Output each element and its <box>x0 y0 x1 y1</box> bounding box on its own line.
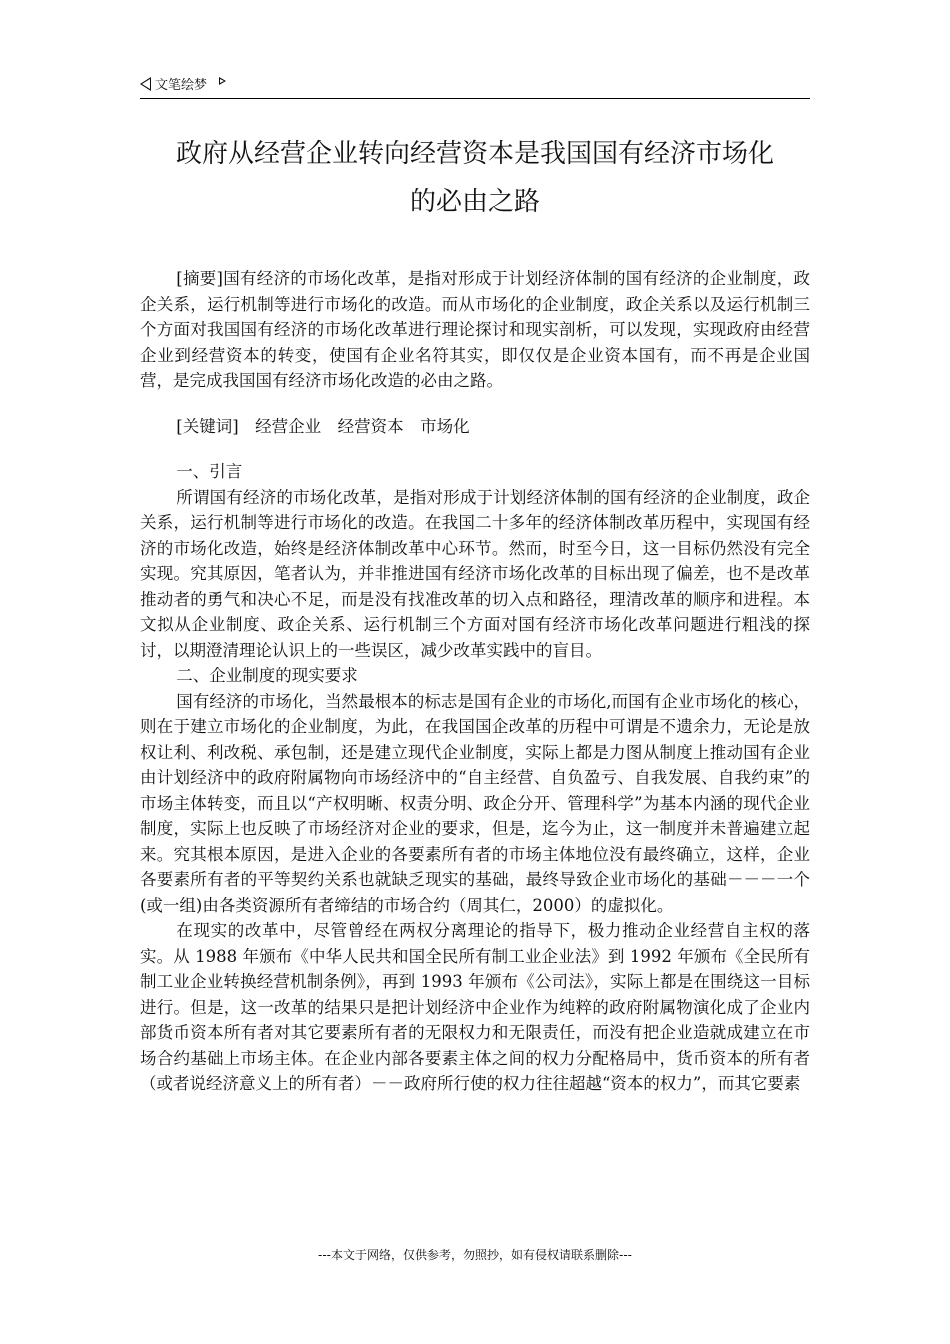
page-header <box>140 72 810 99</box>
triangle-right-icon <box>219 77 226 85</box>
page-title <box>140 130 810 226</box>
abstract: [摘要]国有经济的市场化改革，是指对形成于计划经济体制的国有经济的企业制度，政企关系，运行机制等进行市场化的改造。而从市场化的企业制度，政企关系以及运行机制三个方面对我国国有经济的市场化改革进行理论探讨和现实剖析，可以发现，实现政府由经营企业到经营资本的转变，使国有企业名符其实，即仅仅是企业资本国有，而不再是企业国营，是完成我国国有经济市场化改造的必由之路。 <box>140 269 810 390</box>
title-line-1: 政府从经营企业转向经营资本是我国国有经济市场化 <box>175 139 774 169</box>
section-heading-enterprise-system: 二、企业制度的现实要求 <box>176 666 358 685</box>
paragraph-intro: 所谓国有经济的市场化改革，是指对形成于计划经济体制的国有经济的企业制度，政企关系，运行机制等进行市场化的改造。在我国二十多年的经济体制改革历程中，实现国有经济的市场化改造，始终是经济体制改革中心环节。然而，时至今日，这一目标仍然没有完全实现。究其原因，笔者认为，并非推进国有经济市场化改革的目标出现了偏差，也不是改革推动者的勇气和决心不足，而是没有找准改革的切入点和路径，理清改革的顺序和进程。本文拟从企业制度、政企关系、运行机制三个方面对国有经济市场化改革问题进行粗浅的探讨，以期澄清理论认识上的一些误区，减少改革实践中的盲目。 <box>140 487 810 660</box>
title-line-2: 的必由之路 <box>409 187 540 217</box>
paragraph-reform-reality: 在现实的改革中，尽管曾经在两权分离理论的指导下，极力推动企业经营自主权的落实。从 1988 年颁布《中华人民共和国全民所有制工业企业法》到 1992 年颁布《全民所有制工业企业转换经营机制条例》，再到 1993 年颁布《公司法》，实际上都是在围绕这一目标进行。但是，这一改革的结果只是把计划经济中企业作为纯粹的政府附属物演化成了企业内部货币资本所有者对其它要素所有者的无限权力和无限责任，而没有把企业造就成建立在市场合约基础上市场主体。在企业内部各要素主体之间的权力分配格局中，货币资本的所有者（或者说经济意义上的所有者）－－政府所行使的权力往往超越“资本的权力”，而其它要素 <box>140 921 810 1093</box>
article-body <box>140 266 810 1097</box>
section-heading-intro: 一、引言 <box>176 462 243 481</box>
triangle-left-icon <box>140 77 151 91</box>
paragraph-enterprise-system: 国有经济的市场化，当然最根本的标志是国有企业的市场化,而国有企业市场化的核心，则在于建立市场化的企业制度，为此，在我国国企改革的历程中可谓是不遗余力，无论是放权让利、利改税、承包制，还是建立现代企业制度，实际上都是力图从制度上推动国有企业由计划经济中的政府附属物向市场经济中的“自主经营、自负盈亏、自我发展、自我约束”的市场主体转变，而且以“产权明晰、权责分明、政企分开、管理科学”为基本内涵的现代企业制度，实际上也反映了市场经济对企业的要求，但是，迄今为止，这一制度并未普遍建立起来。究其根本原因，是进入企业的各要素所有者的市场主体地位没有最终确立，这样，企业各要素所有者的平等契约关系也就缺乏现实的基础，最终导致企业市场化的基础－－－一个(或一组)由各类资源所有者缔结的市场合约（周其仁，2000）的虚拟化。 <box>140 691 810 915</box>
keywords: [关键词] 经营企业 经营资本 市场化 <box>176 416 470 436</box>
brand <box>140 74 226 93</box>
page-footer: ---本文于网络，仅供参考，勿照抄，如有侵权请联系删除--- <box>318 1248 632 1262</box>
brand-name: 文笔绘梦 <box>155 78 208 93</box>
